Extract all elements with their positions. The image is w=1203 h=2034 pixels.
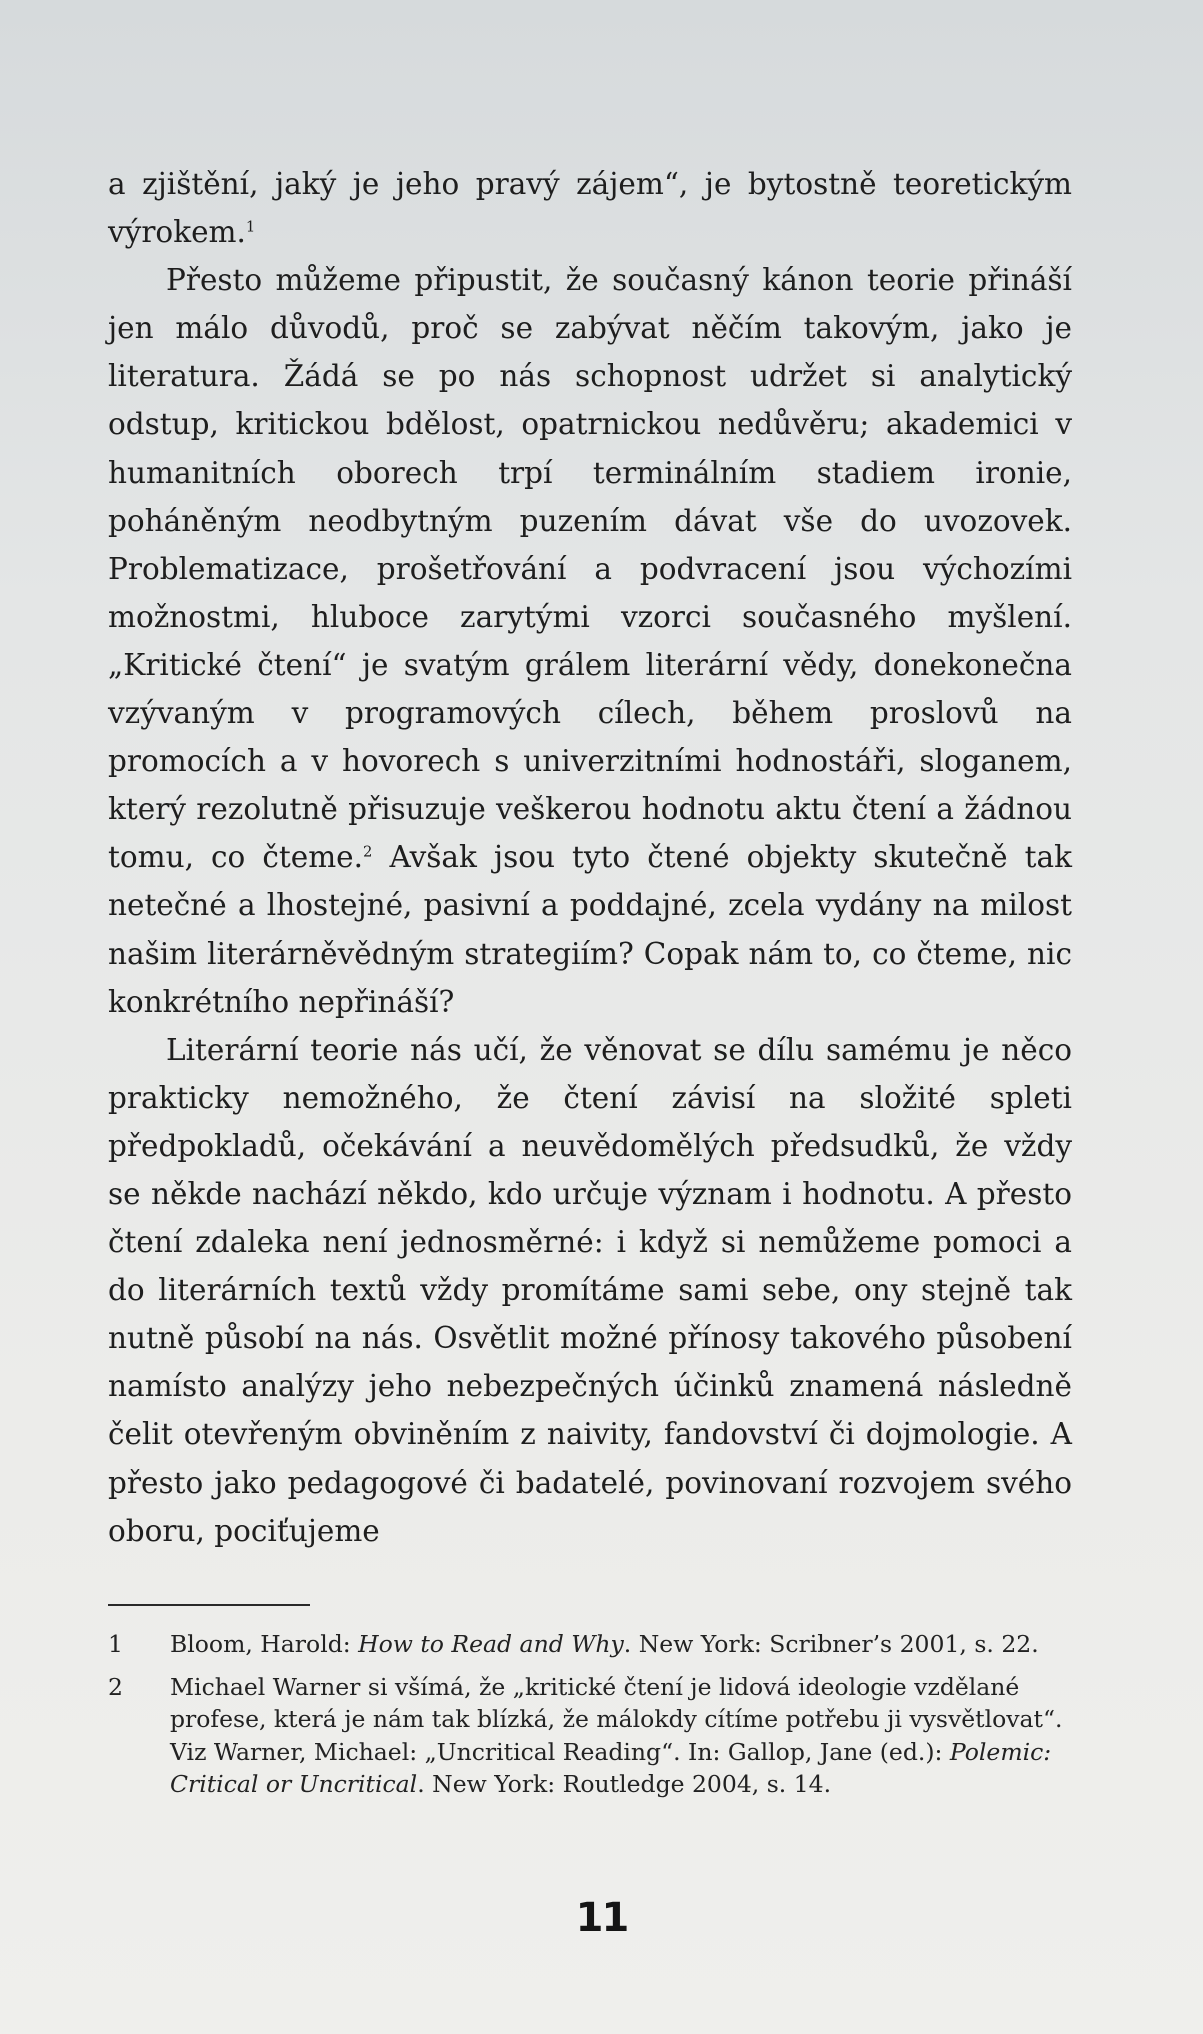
footnote-text-post: . New York: Routledge 2004, s. 14.: [417, 1770, 832, 1798]
footnotes: [108, 1628, 1084, 1811]
footnote-1: [108, 1628, 1084, 1661]
footnote-text: [170, 1628, 1084, 1661]
footnote-text-pre: Michael Warner si všímá, že „kritické čtení je lidová ideologie vzdělané profese, která je nám tak blízká, že málokdy cítíme potřebu ji vysvětlovat“. Viz Warner, Michael: „Uncritical Reading“. In: Gallop, Jane (ed.):: [170, 1672, 1063, 1766]
footnote-divider: [108, 1604, 310, 1606]
paragraph-3: [108, 1026, 1072, 1555]
paragraph-2-text-b: Avšak jsou tyto čtené objekty skutečně tak netečné a lhostejné, pasivní a poddajné, zcela vydány na milost našim literárněvědným strategiím? Copak nám to, co čteme, nic konkrétního nepřináší?: [108, 840, 1072, 1019]
paragraph-2-text-a: Přesto můžeme připustit, že současný kánon teorie přináší jen málo důvodů, proč se zabývat něčím takovým, jako je literatura. Žádá se po nás schopnost udržet si analytický odstup, kritickou bdělost, opatrnickou nedůvěru; akademici v humanitních oborech trpí terminálním stadiem ironie, poháněným neodbytným puzením dávat vše do uvozovek. Problematizace, prošetřování a podvracení jsou výchozími možnostmi, hluboce zarytými vzorci současného myšlení. „Kritické čtení“ je svatým grálem literární vědy, donekonečna vzývaným v programových cílech, během proslovů na promocích a v hovorech s univerzitními hodnostáři, sloganem, který rezolutně přisuzuje veškerou hodnotu aktu čtení a žádnou tomu, co čteme.: [108, 263, 1072, 875]
footnote-title: Polemic: Critical or Uncritical: [170, 1737, 1052, 1798]
paragraph-3-text: Literární teorie nás učí, že věnovat se dílu samému je něco prakticky nemožného, že čtení závisí na složité spleti předpokladů, očekávání a neuvědomělých předsudků, že vždy se někde nachází někdo, kdo určuje význam i hodnotu. A přesto čtení zdaleka není jednosměrné: i když si nemůžeme pomoci a do literárních textů vždy promítáme sami sebe, ony stejně tak nutně působí na nás. Osvětlit možné přínosy takového působení namísto analýzy jeho nebezpečných účinků znamená následně čelit otevřeným obviněním z naivity, fandovství či dojmologie. A přesto jako pedagogové či badatelé, povinovaní rozvojem svého oboru, pociťujeme: [108, 1032, 1072, 1548]
footnote-number: 1: [108, 1630, 123, 1658]
footnote-text-post: . New York: Scribner’s 2001, s. 22.: [623, 1630, 1039, 1658]
footnote-text-pre: Bloom, Harold:: [170, 1630, 359, 1658]
footnote-text: [170, 1671, 1084, 1801]
footnote-ref-1: 1: [245, 218, 256, 236]
paragraph-1-text: a zjištění, jaký je jeho pravý zájem“, je bytostně teoretickým výrokem.: [108, 167, 1072, 250]
footnote-title: How to Read and Why: [358, 1630, 624, 1658]
page-number: 11: [575, 1895, 628, 1941]
main-text: [108, 160, 1072, 1555]
paragraph-1: [108, 160, 1072, 256]
footnote-2: [108, 1671, 1084, 1801]
footnote-number: 2: [108, 1672, 123, 1701]
footnote-ref-2: 2: [363, 844, 373, 861]
paragraph-2: [108, 256, 1072, 1026]
